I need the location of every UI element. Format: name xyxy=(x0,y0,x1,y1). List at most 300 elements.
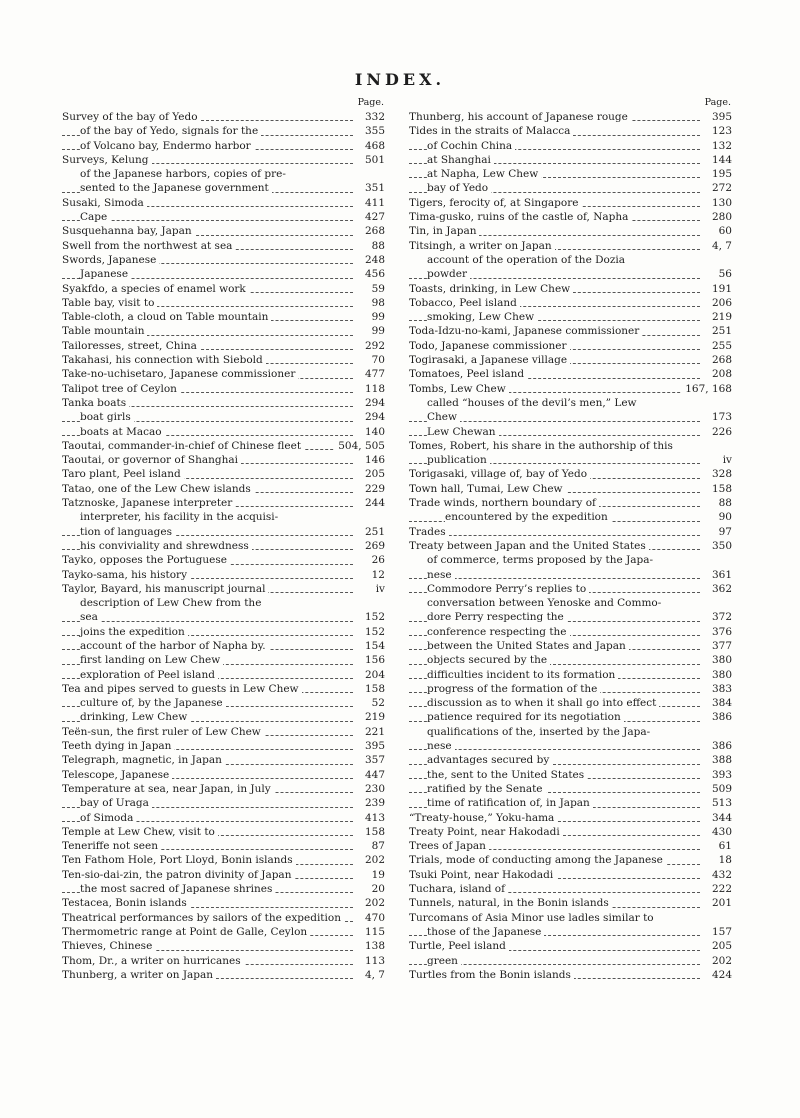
entry-text: Tomatoes, Peel island xyxy=(409,368,527,380)
entry-page: 377 xyxy=(708,639,732,653)
index-entry xyxy=(62,853,387,867)
entry-text: Swell from the northwest at sea xyxy=(62,240,235,252)
index-entry xyxy=(409,882,734,896)
entry-text: Tayko, opposes the Portuguese xyxy=(62,554,230,566)
entry-page: 156 xyxy=(361,653,385,667)
index-entry xyxy=(62,453,387,467)
entry-text: the most sacred of Japanese shrines xyxy=(80,883,275,895)
entry-text: interpreter, his facility in the acquisi- xyxy=(80,511,281,523)
index-entry xyxy=(62,181,387,195)
index-entry xyxy=(62,324,387,338)
index-entry xyxy=(409,139,734,153)
entry-text: Trade winds, northern boundary of xyxy=(409,497,599,509)
entry-text: boat girls xyxy=(80,411,134,423)
entry-text: Town hall, Tumai, Lew Chew xyxy=(409,483,566,495)
entry-text: Lew Chewan xyxy=(427,426,499,438)
entry-page: 230 xyxy=(361,782,385,796)
entry-page: 328 xyxy=(708,467,732,481)
entry-page: 388 xyxy=(708,753,732,767)
entry-text: Thieves, Chinese xyxy=(62,940,155,952)
entry-text: Talipot tree of Ceylon xyxy=(62,383,180,395)
index-entry xyxy=(62,753,387,767)
index-entry xyxy=(62,425,387,439)
page-column-label: Page. xyxy=(704,97,731,108)
index-entry xyxy=(409,181,734,195)
entry-page: 509 xyxy=(708,782,732,796)
index-entry xyxy=(62,639,387,653)
entry-text: Tuchara, island of xyxy=(409,883,508,895)
entry-text: smoking, Lew Chew xyxy=(427,311,537,323)
entry-text: Taoutai, commander-in-chief of Chinese fleet xyxy=(62,440,304,452)
entry-text: objects secured by the xyxy=(427,654,550,666)
entry-page: 70 xyxy=(368,353,385,367)
entry-page: 413 xyxy=(361,811,385,825)
entry-page: 202 xyxy=(708,954,732,968)
index-entry xyxy=(62,582,387,596)
entry-page: 202 xyxy=(361,853,385,867)
index-entry xyxy=(62,725,387,739)
index-entry xyxy=(62,296,387,310)
index-column-left xyxy=(62,96,387,982)
entry-page: 4, 7 xyxy=(361,968,385,982)
index-entry xyxy=(409,911,734,925)
entry-text: drinking, Lew Chew xyxy=(80,711,190,723)
index-entry xyxy=(409,453,734,467)
index-entry xyxy=(409,625,734,639)
entry-page: 248 xyxy=(361,253,385,267)
entry-page: iv xyxy=(719,453,732,467)
entry-text: advantages secured by xyxy=(427,754,552,766)
entry-text: tion of languages xyxy=(80,526,175,538)
index-entry xyxy=(62,210,387,224)
left-entries xyxy=(62,110,387,982)
entry-page: 19 xyxy=(368,868,385,882)
entry-text: Susaki, Simoda xyxy=(62,197,147,209)
index-entry xyxy=(62,625,387,639)
index-entry xyxy=(409,196,734,210)
index-entry xyxy=(62,239,387,253)
entry-text: Tomes, Robert, his share in the authorship of this xyxy=(409,440,676,452)
index-entry xyxy=(62,510,387,524)
index-entry xyxy=(62,310,387,324)
entry-text: Tima-gusko, ruins of the castle of, Napha xyxy=(409,211,631,223)
index-entry xyxy=(62,596,387,610)
entry-text: Toasts, drinking, in Lew Chew xyxy=(409,283,573,295)
entry-text: of commerce, terms proposed by the Japa- xyxy=(427,554,656,566)
index-entry xyxy=(62,682,387,696)
index-entry xyxy=(62,467,387,481)
entry-text: Temperature at sea, near Japan, in July xyxy=(62,783,274,795)
entry-page: 130 xyxy=(708,196,732,210)
entry-text: difficulties incident to its formation xyxy=(427,669,618,681)
entry-page: 123 xyxy=(708,124,732,138)
entry-page: 12 xyxy=(368,568,385,582)
entry-text: Thunberg, a writer on Japan xyxy=(62,969,216,981)
entry-text: Tigers, ferocity of, at Singapore xyxy=(409,197,581,209)
right-entries xyxy=(409,110,734,982)
index-entry xyxy=(62,911,387,925)
entry-text: Turcomans of Asia Minor use ladles similar to xyxy=(409,912,657,924)
entry-page: 61 xyxy=(715,839,732,853)
index-entry xyxy=(409,267,734,281)
index-entry xyxy=(409,210,734,224)
entry-text: Testacea, Bonin islands xyxy=(62,897,190,909)
index-entry xyxy=(409,239,734,253)
index-entry xyxy=(62,925,387,939)
index-entry xyxy=(62,768,387,782)
entry-page: 202 xyxy=(361,896,385,910)
entry-page: 255 xyxy=(708,339,732,353)
index-entry xyxy=(409,553,734,567)
entry-page: 292 xyxy=(361,339,385,353)
index-entry xyxy=(409,324,734,338)
entry-text: account of the operation of the Dozia xyxy=(427,254,628,266)
index-entry xyxy=(62,110,387,124)
entry-page: 118 xyxy=(361,382,385,396)
entry-text: discussion as to when it shall go into effect xyxy=(427,697,659,709)
entry-text: Theatrical performances by sailors of the expedition xyxy=(62,912,344,924)
entry-page: 52 xyxy=(368,696,385,710)
index-entry xyxy=(62,825,387,839)
index-entry xyxy=(409,253,734,267)
entry-page: 20 xyxy=(368,882,385,896)
entry-page: 294 xyxy=(361,396,385,410)
entry-text: Ten Fathom Hole, Port Lloyd, Bonin islands xyxy=(62,854,296,866)
index-entry xyxy=(62,124,387,138)
entry-page: 219 xyxy=(361,710,385,724)
index-entry xyxy=(409,825,734,839)
entry-text: Tin, in Japan xyxy=(409,225,479,237)
entry-page: 332 xyxy=(361,110,385,124)
entry-text: conference respecting the xyxy=(427,626,570,638)
entry-page: 501 xyxy=(361,153,385,167)
entry-text: sented to the Japanese government xyxy=(80,182,272,194)
entry-page: 205 xyxy=(361,467,385,481)
entry-text: ratified by the Senate xyxy=(427,783,546,795)
index-entry xyxy=(409,796,734,810)
entry-page: 244 xyxy=(361,496,385,510)
entry-text: Telegraph, magnetic, in Japan xyxy=(62,754,225,766)
index-entry xyxy=(62,882,387,896)
entry-page: 280 xyxy=(708,210,732,224)
entry-text: at Napha, Lew Chew xyxy=(427,168,541,180)
entry-page: 158 xyxy=(708,482,732,496)
entry-text: Tunnels, natural, in the Bonin islands xyxy=(409,897,612,909)
index-entry xyxy=(62,696,387,710)
entry-text: Swords, Japanese xyxy=(62,254,159,266)
entry-page: 226 xyxy=(708,425,732,439)
index-entry xyxy=(62,568,387,582)
index-entry xyxy=(409,939,734,953)
entry-text: culture of, by the Japanese xyxy=(80,697,226,709)
index-entry xyxy=(62,610,387,624)
index-entry xyxy=(409,568,734,582)
entry-text: nese xyxy=(427,740,455,752)
entry-text: Chew xyxy=(427,411,460,423)
entry-page: 173 xyxy=(708,410,732,424)
entry-page: 222 xyxy=(708,882,732,896)
entry-page: 268 xyxy=(708,353,732,367)
index-entry xyxy=(62,167,387,181)
entry-page: 60 xyxy=(715,224,732,238)
entry-page: 351 xyxy=(361,181,385,195)
index-entry xyxy=(409,110,734,124)
entry-page: 152 xyxy=(361,625,385,639)
index-entry xyxy=(409,896,734,910)
index-entry xyxy=(409,596,734,610)
entry-text: the, sent to the United States xyxy=(427,769,587,781)
entry-page: 447 xyxy=(361,768,385,782)
entry-text: Survey of the bay of Yedo xyxy=(62,111,201,123)
index-entry xyxy=(62,496,387,510)
index-entry xyxy=(62,839,387,853)
index-entry xyxy=(62,954,387,968)
index-entry xyxy=(409,425,734,439)
entry-text: description of Lew Chew from the xyxy=(80,597,264,609)
entry-text: Surveys, Kelung xyxy=(62,154,152,166)
entry-page: 59 xyxy=(368,282,385,296)
entry-page: 468 xyxy=(361,139,385,153)
index-entry xyxy=(409,367,734,381)
entry-page: 395 xyxy=(708,110,732,124)
index-entry xyxy=(62,939,387,953)
index-entry xyxy=(409,782,734,796)
entry-text: bay of Uraga xyxy=(80,797,152,809)
index-entry xyxy=(62,396,387,410)
entry-text: exploration of Peel island xyxy=(80,669,218,681)
entry-page: 206 xyxy=(708,296,732,310)
dot-leader xyxy=(62,621,353,622)
index-entry xyxy=(409,153,734,167)
entry-page: 87 xyxy=(368,839,385,853)
entry-page: 99 xyxy=(368,324,385,338)
entry-page: 97 xyxy=(715,525,732,539)
index-entry xyxy=(409,682,734,696)
index-entry xyxy=(409,811,734,825)
index-entry xyxy=(62,253,387,267)
entry-page: 355 xyxy=(361,124,385,138)
entry-page: 167, 168 xyxy=(681,382,732,396)
entry-page: 411 xyxy=(361,196,385,210)
page-column-label: Page. xyxy=(357,97,384,108)
index-entry xyxy=(62,868,387,882)
entry-page: 204 xyxy=(361,668,385,682)
index-entry xyxy=(409,639,734,653)
entry-text: Japanese xyxy=(80,268,131,280)
index-entry xyxy=(409,224,734,238)
index-entry xyxy=(62,668,387,682)
index-entry xyxy=(409,753,734,767)
entry-text: of Cochin China xyxy=(427,140,515,152)
entry-page: 205 xyxy=(708,939,732,953)
entry-text: Table-cloth, a cloud on Table mountain xyxy=(62,311,271,323)
entry-page: 201 xyxy=(708,896,732,910)
entry-text: Table bay, visit to xyxy=(62,297,157,309)
index-entry xyxy=(409,282,734,296)
entry-page: 4, 7 xyxy=(708,239,732,253)
entry-text: progress of the formation of the xyxy=(427,683,600,695)
entry-text: Tanka boats xyxy=(62,397,129,409)
entry-text: encountered by the expedition xyxy=(445,511,611,523)
entry-text: of Volcano bay, Endermo harbor xyxy=(80,140,254,152)
entry-page: 251 xyxy=(708,324,732,338)
entry-page: 424 xyxy=(708,968,732,982)
entry-page: 477 xyxy=(361,367,385,381)
index-entry xyxy=(62,410,387,424)
entry-text: Toda-Idzu-no-kami, Japanese commissioner xyxy=(409,325,642,337)
index-entry xyxy=(62,439,387,453)
index-entry xyxy=(62,367,387,381)
index-entry xyxy=(409,582,734,596)
entry-page: 344 xyxy=(708,811,732,825)
index-entry xyxy=(62,782,387,796)
index-entry xyxy=(62,968,387,982)
entry-text: Todo, Japanese commissioner xyxy=(409,340,570,352)
entry-text: Torigasaki, village of, bay of Yedo xyxy=(409,468,590,480)
entry-text: Tea and pipes served to guests in Lew Chew xyxy=(62,683,302,695)
entry-page: 219 xyxy=(708,310,732,324)
entry-page: 144 xyxy=(708,153,732,167)
entry-text: joins the expedition xyxy=(80,626,188,638)
entry-text: called “houses of the devil’s men,” Lew xyxy=(427,397,640,409)
entry-page: 132 xyxy=(708,139,732,153)
entry-page: 272 xyxy=(708,181,732,195)
index-entry xyxy=(409,610,734,624)
entry-page: 157 xyxy=(708,925,732,939)
entry-text: time of ratification of, in Japan xyxy=(427,797,593,809)
index-entry xyxy=(62,382,387,396)
entry-text: green xyxy=(427,955,461,967)
entry-page: 395 xyxy=(361,739,385,753)
index-entry xyxy=(409,539,734,553)
entry-text: Togirasaki, a Japanese village xyxy=(409,354,570,366)
index-entry xyxy=(409,725,734,739)
entry-page: 208 xyxy=(708,367,732,381)
entry-text: dore Perry respecting the xyxy=(427,611,567,623)
entry-page: 372 xyxy=(708,610,732,624)
index-entry xyxy=(409,296,734,310)
entry-text: Trees of Japan xyxy=(409,840,489,852)
entry-text: bay of Yedo xyxy=(427,182,491,194)
index-entry xyxy=(62,482,387,496)
entry-page: 383 xyxy=(708,682,732,696)
entry-text: Tatznoske, Japanese interpreter xyxy=(62,497,235,509)
entry-page: 195 xyxy=(708,167,732,181)
entry-page: 357 xyxy=(361,753,385,767)
index-entry xyxy=(409,339,734,353)
entry-page: 98 xyxy=(368,296,385,310)
index-entry xyxy=(409,653,734,667)
entry-text: of Simoda xyxy=(80,812,136,824)
entry-text: Turtle, Peel island xyxy=(409,940,509,952)
entry-page: 251 xyxy=(361,525,385,539)
entry-text: Thunberg, his account of Japanese rouge xyxy=(409,111,631,123)
index-entry xyxy=(409,954,734,968)
index-entry xyxy=(62,553,387,567)
entry-page: 393 xyxy=(708,768,732,782)
entry-page: 386 xyxy=(708,739,732,753)
index-entry xyxy=(409,525,734,539)
entry-page: 456 xyxy=(361,267,385,281)
entry-page: 113 xyxy=(361,954,385,968)
entry-page: 18 xyxy=(715,853,732,867)
index-entry xyxy=(409,710,734,724)
index-entry xyxy=(62,196,387,210)
entry-text: Takahasi, his connection with Siebold xyxy=(62,354,266,366)
index-entry xyxy=(62,811,387,825)
entry-text: qualifications of the, inserted by the Japa- xyxy=(427,726,653,738)
index-column-right xyxy=(409,96,734,982)
entry-text: Turtles from the Bonin islands xyxy=(409,969,574,981)
entry-text: Titsingh, a writer on Japan xyxy=(409,240,555,252)
entry-text: Take-no-uchisetaro, Japanese commissioner xyxy=(62,368,298,380)
entry-text: Commodore Perry’s replies to xyxy=(427,583,589,595)
entry-text: Treaty Point, near Hakodadi xyxy=(409,826,563,838)
entry-text: between the United States and Japan xyxy=(427,640,629,652)
index-entry xyxy=(62,139,387,153)
index-entry xyxy=(62,224,387,238)
index-entry xyxy=(409,467,734,481)
entry-page: 269 xyxy=(361,539,385,553)
entry-text: patience required for its negotiation xyxy=(427,711,624,723)
entry-page: 140 xyxy=(361,425,385,439)
entry-text: Tobacco, Peel island xyxy=(409,297,520,309)
entry-text: Tombs, Lew Chew xyxy=(409,383,509,395)
entry-page: 470 xyxy=(361,911,385,925)
entry-page: 376 xyxy=(708,625,732,639)
index-entry xyxy=(62,539,387,553)
entry-page: 90 xyxy=(715,510,732,524)
entry-text: his conviviality and shrewdness xyxy=(80,540,252,552)
index-entry xyxy=(409,353,734,367)
entry-text: Trades xyxy=(409,526,449,538)
entry-page: 513 xyxy=(708,796,732,810)
entry-text: Cape xyxy=(80,211,110,223)
entry-text: Teën-sun, the first ruler of Lew Chew xyxy=(62,726,264,738)
entry-page: 26 xyxy=(368,553,385,567)
index-entry xyxy=(62,267,387,281)
index-entry xyxy=(62,796,387,810)
entry-page: 88 xyxy=(715,496,732,510)
entry-text: Taylor, Bayard, his manuscript journal xyxy=(62,583,268,595)
entry-page: 158 xyxy=(361,825,385,839)
entry-page: 432 xyxy=(708,868,732,882)
entry-text: Syakfdo, a species of enamel work xyxy=(62,283,249,295)
index-entry xyxy=(62,339,387,353)
entry-text: Table mountain xyxy=(62,325,147,337)
entry-page: 504, 505 xyxy=(334,439,385,453)
entry-text: boats at Macao xyxy=(80,426,165,438)
entry-text: of the bay of Yedo, signals for the xyxy=(80,125,261,137)
entry-page: 158 xyxy=(361,682,385,696)
entry-page: 361 xyxy=(708,568,732,582)
entry-text: nese xyxy=(427,569,455,581)
entry-page: 88 xyxy=(368,239,385,253)
entry-text: Trials, mode of conducting among the Japanese xyxy=(409,854,666,866)
page-header: INDEX. xyxy=(354,70,446,89)
index-entry xyxy=(409,853,734,867)
entry-page: 115 xyxy=(361,925,385,939)
entry-text: first landing on Lew Chew xyxy=(80,654,223,666)
entry-text: Tsuki Point, near Hakodadi xyxy=(409,869,556,881)
entry-text: Susquehanna bay, Japan xyxy=(62,225,195,237)
index-entry xyxy=(409,382,734,396)
entry-page: 430 xyxy=(708,825,732,839)
index-entry xyxy=(62,653,387,667)
index-entry xyxy=(409,124,734,138)
dot-leader xyxy=(409,535,700,536)
index-entry xyxy=(62,282,387,296)
